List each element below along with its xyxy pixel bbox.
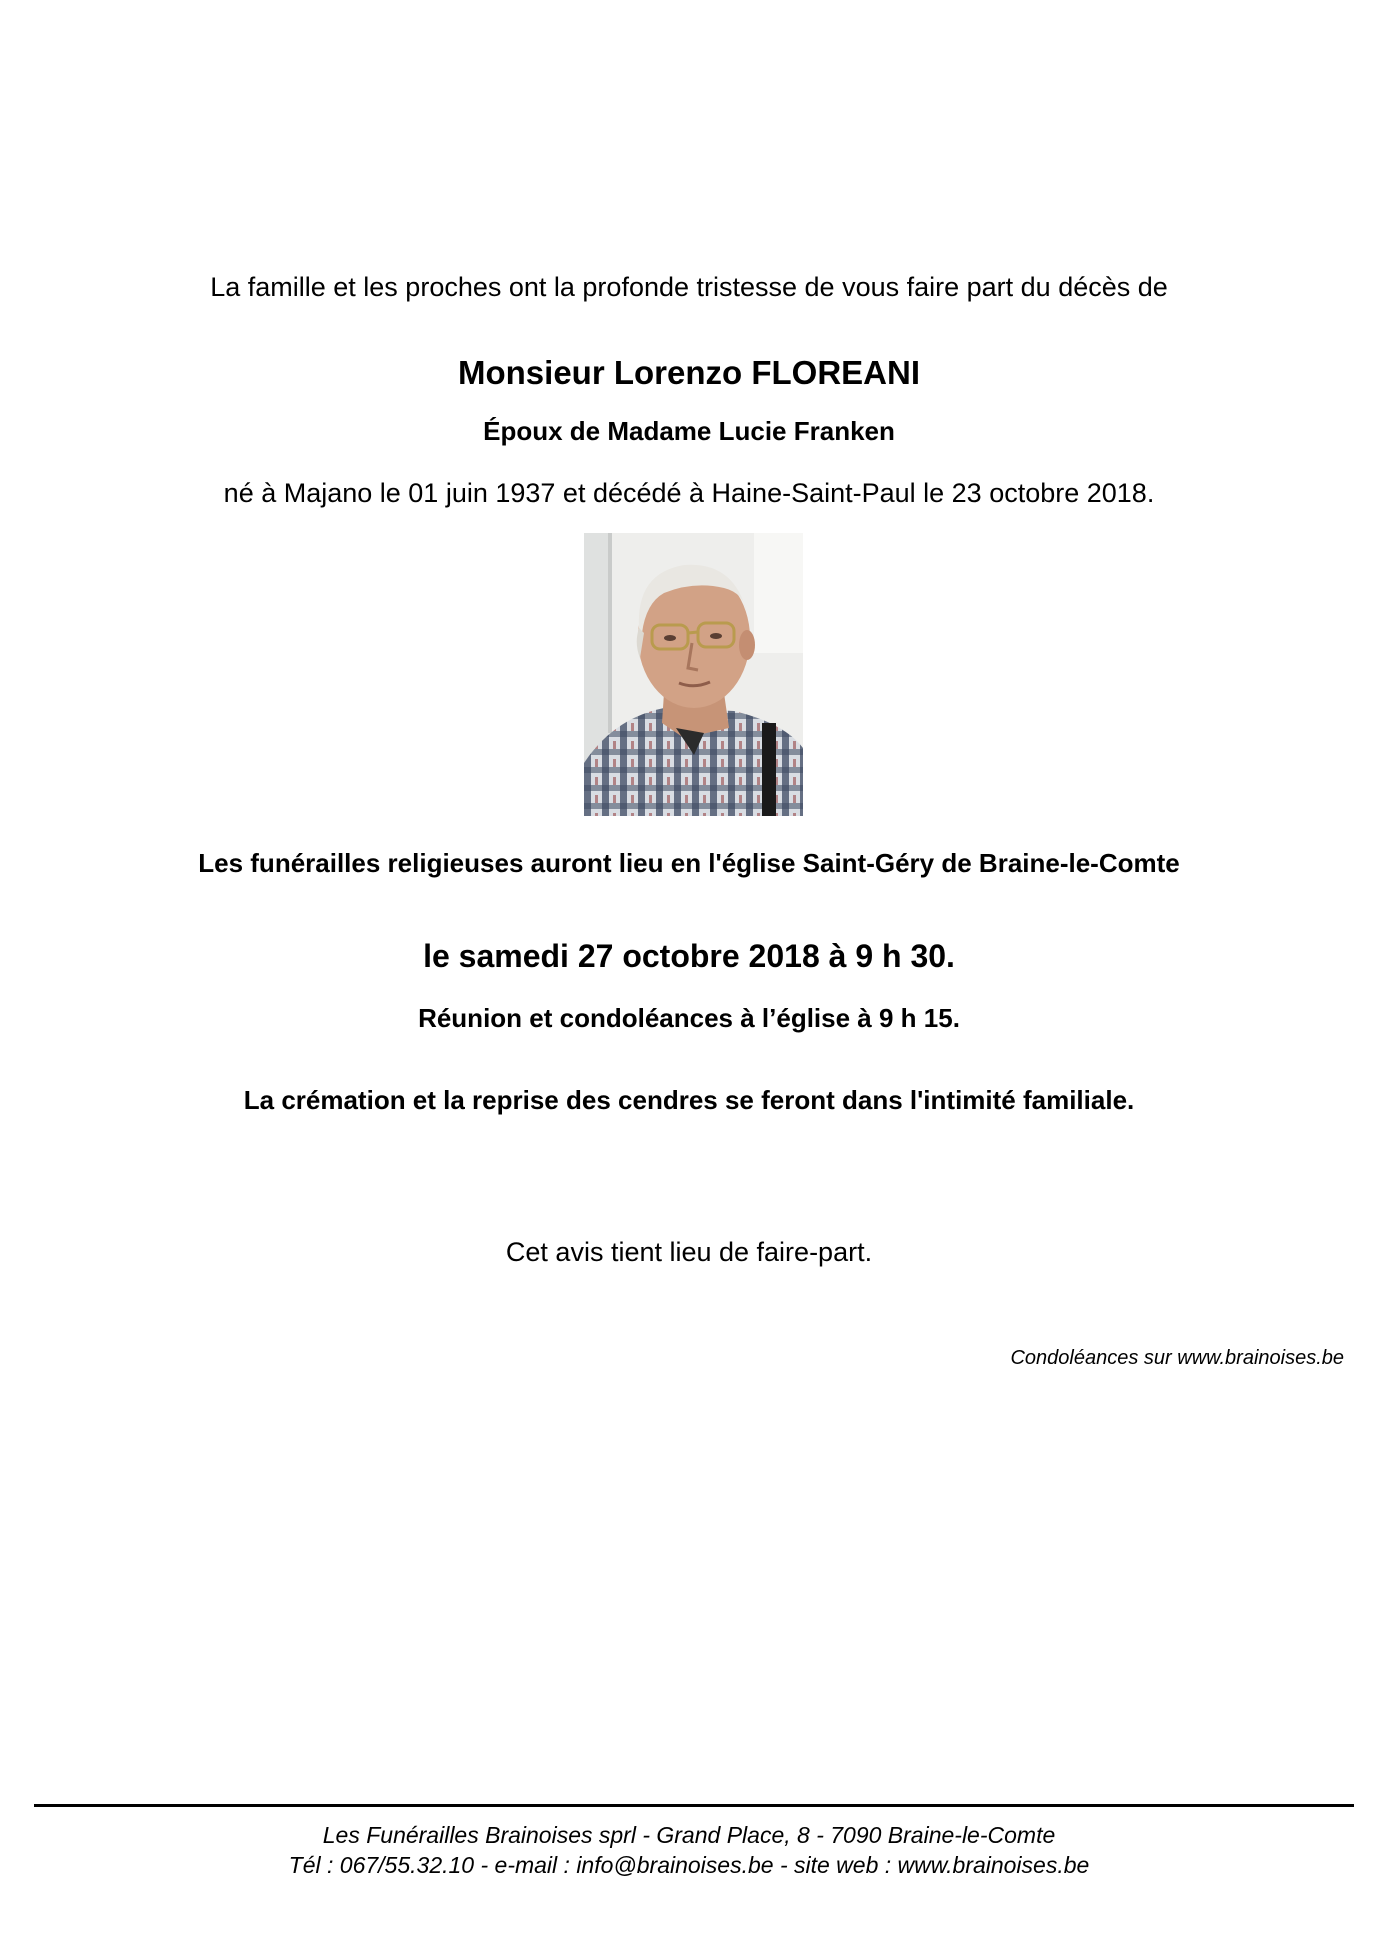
- meeting-condolences-time: Réunion et condoléances à l’église à 9 h 15.: [418, 1003, 960, 1033]
- cremation-note: La crémation et la reprise des cendres se feront dans l'intimité familiale.: [243, 1085, 1135, 1115]
- portrait-photo: [584, 533, 803, 816]
- deceased-name: Monsieur Lorenzo FLOREANI: [458, 354, 920, 391]
- spouse-line: Époux de Madame Lucie Franken: [483, 416, 895, 446]
- footer-address: Les Funérailles Brainoises sprl - Grand Place, 8 - 7090 Braine-le-Comte: [322, 1822, 1056, 1848]
- condolences-link-text: Condoléances sur www.brainoises.be: [1010, 1347, 1344, 1369]
- funeral-date: le samedi 27 octobre 2018 à 9 h 30.: [423, 938, 955, 974]
- footer-contact: Tél : 067/55.32.10 - e-mail : info@brainoises.be - site web : www.brainoises.be: [288, 1852, 1090, 1878]
- intro-text: La famille et les proches ont la profonde tristesse de vous faire part du décès de: [210, 272, 1168, 302]
- notice-text: Cet avis tient lieu de faire-part.: [505, 1237, 873, 1267]
- funeral-location: Les funérailles religieuses auront lieu en l'église Saint-Géry de Braine-le-Comte: [198, 848, 1180, 878]
- birth-death-line: né à Majano le 01 juin 1937 et décédé à Haine-Saint-Paul le 23 octobre 2018.: [223, 478, 1155, 508]
- footer-divider: [34, 1804, 1354, 1807]
